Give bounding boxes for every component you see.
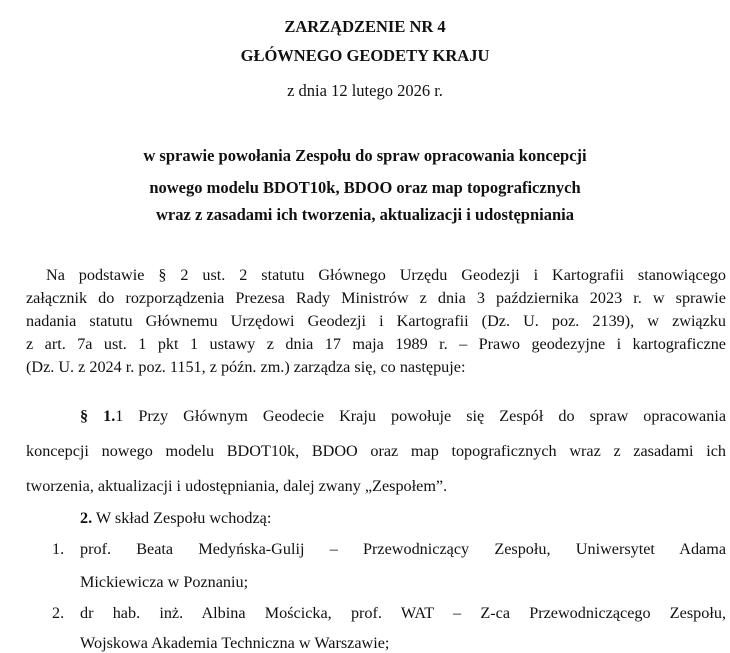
subject-line: wraz z zasadami ich tworzenia, aktualizacji i udostępniania — [156, 205, 574, 224]
list-item-number: 2. — [52, 604, 65, 622]
preamble-line: załącznik do rozporządzenia Prezesa Rady Ministrów z dnia 3 października 2023 r. w sprawie — [26, 289, 726, 307]
document-title: ZARZĄDZENIE NR 4 — [284, 17, 446, 36]
list-item-line: Wojskowa Akademia Techniczna w Warszawie; — [80, 634, 390, 652]
section-1-first-line — [80, 407, 726, 426]
paragraph-mark: § 1. — [80, 407, 116, 425]
point-2-text: W skład Zespołu wchodzą: — [92, 509, 272, 527]
document-date: z dnia 12 lutego 2026 r. — [287, 81, 443, 100]
section-1-text: Przy Głównym Geodecie Kraju powołuje się Zespół do spraw opracowania — [123, 407, 727, 425]
preamble-line: Na podstawie § 2 ust. 2 statutu Głównego Urzędu Geodezji i Kartografii stanowiącego — [46, 266, 726, 284]
item-number: 1 — [115, 407, 124, 425]
document-issuer: GŁÓWNEGO GEODETY KRAJU — [240, 46, 490, 65]
list-item-number: 1. — [52, 540, 65, 558]
subject-line: w sprawie powołania Zespołu do spraw opracowania koncepcji — [143, 146, 587, 165]
section-1-line: tworzenia, aktualizacji i udostępniania, dalej zwany „Zespołem”. — [26, 477, 448, 495]
list-item-line: prof. Beata Medyńska-Gulij – Przewodniczący Zespołu, Uniwersytet Adama — [80, 540, 726, 558]
section-1-line: koncepcji nowego modelu BDOT10k, BDOO oraz map topograficznych wraz z zasadami ich — [26, 442, 726, 460]
preamble-line: z art. 7a ust. 1 pkt 1 ustawy z dnia 17 maja 1989 r. – Prawo geodezyjne i kartograficzne — [26, 335, 726, 353]
preamble-line: nadania statutu Głównemu Urzędowi Geodezji i Kartografii (Dz. U. poz. 2139), w związku — [26, 312, 726, 330]
subject-line: nowego modelu BDOT10k, BDOO oraz map topograficznych — [149, 178, 581, 197]
list-item-line: Mickiewicza w Poznaniu; — [80, 573, 249, 591]
section-1-point-2 — [80, 509, 726, 528]
point-number: 2. — [80, 509, 93, 527]
preamble-line: (Dz. U. z 2024 r. poz. 1151, z późn. zm.) zarządza się, co następuje: — [26, 358, 466, 376]
list-item-line: dr hab. inż. Albina Mościcka, prof. WAT – Z-ca Przewodniczącego Zespołu, — [80, 604, 726, 622]
